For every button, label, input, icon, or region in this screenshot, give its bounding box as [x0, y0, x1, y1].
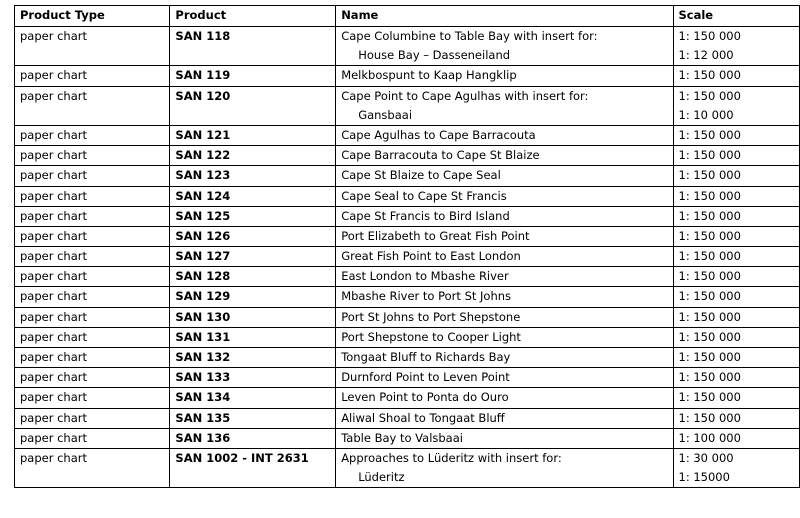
cell-scale [673, 448, 800, 487]
table-row [15, 368, 800, 388]
table-row [15, 66, 800, 86]
product-type-text: paper chart [20, 289, 88, 304]
product-type-text: paper chart [20, 450, 88, 465]
cell-name [336, 267, 673, 287]
cell-product-type [15, 166, 170, 186]
cell-product-type [15, 388, 170, 408]
product-type-text: paper chart [20, 309, 88, 324]
product-code-text: SAN 124 [175, 188, 231, 203]
cell-product-type [15, 146, 170, 166]
product-type-text: paper chart [20, 148, 88, 163]
product-code-text: SAN 125 [175, 208, 231, 223]
cell-product [170, 307, 336, 327]
scale-text: 1: 150 000 [678, 390, 741, 405]
product-type-text: paper chart [20, 430, 88, 445]
cell-product-type [15, 428, 170, 448]
chart-name-text: Great Fish Point to East London [341, 249, 521, 264]
cell-scale [673, 327, 800, 347]
insert-name-text: Lüderitz [358, 470, 405, 485]
scale-text: 1: 150 000 [678, 127, 741, 142]
table-row [15, 27, 800, 66]
product-type-text: paper chart [20, 249, 88, 264]
scale-text: 1: 150 000 [678, 168, 741, 183]
table-row [15, 428, 800, 448]
cell-scale [673, 368, 800, 388]
cell-product-type [15, 267, 170, 287]
cell-product [170, 86, 336, 125]
header-product-type: Product Type [15, 6, 170, 27]
cell-product-type [15, 206, 170, 226]
scale-text: 1: 30 000 [678, 450, 734, 465]
product-code-text: SAN 129 [175, 289, 231, 304]
product-type-text: paper chart [20, 29, 88, 43]
scale-text: 1: 150 000 [678, 68, 741, 83]
cell-product-type [15, 287, 170, 307]
cell-product-type [15, 27, 170, 66]
header-scale: Scale [673, 6, 800, 27]
cell-product [170, 327, 336, 347]
chart-name-text: Port St Johns to Port Shepstone [341, 309, 521, 324]
cell-scale [673, 206, 800, 226]
chart-name-text: Cape St Francis to Bird Island [341, 208, 510, 223]
table-row [15, 307, 800, 327]
product-code-text: SAN 127 [175, 249, 231, 264]
table-row [15, 448, 800, 487]
insert-scale-text: 1: 10 000 [678, 107, 734, 122]
chart-name-text: Durnford Point to Leven Point [341, 370, 510, 385]
cell-name [336, 27, 673, 66]
scale-text: 1: 150 000 [678, 88, 741, 103]
cell-name [336, 368, 673, 388]
table-row [15, 327, 800, 347]
cell-name [336, 146, 673, 166]
product-code-text: SAN 118 [175, 29, 231, 43]
product-code-text: SAN 136 [175, 430, 231, 445]
cell-scale [673, 267, 800, 287]
table-row [15, 247, 800, 267]
product-type-text: paper chart [20, 350, 88, 364]
scale-text: 1: 150 000 [678, 370, 741, 385]
cell-product [170, 226, 336, 246]
scale-text: 1: 100 000 [678, 430, 741, 445]
scale-text: 1: 150 000 [678, 249, 741, 264]
cell-product-type [15, 448, 170, 487]
cell-product [170, 27, 336, 66]
product-code-text: SAN 130 [175, 309, 231, 324]
scale-text: 1: 150 000 [678, 148, 741, 163]
table-row [15, 348, 800, 368]
chart-name-text: Port Shepstone to Cooper Light [341, 329, 521, 344]
cell-name [336, 66, 673, 86]
cell-name [336, 307, 673, 327]
table-row [15, 146, 800, 166]
insert-name-text: Gansbaai [358, 107, 413, 122]
cell-product-type [15, 307, 170, 327]
scale-text: 1: 150 000 [678, 329, 741, 344]
cell-product-type [15, 125, 170, 145]
cell-product [170, 66, 336, 86]
cell-product [170, 348, 336, 368]
chart-name-text: Aliwal Shoal to Tongaat Bluff [341, 410, 505, 425]
cell-name [336, 348, 673, 368]
cell-scale [673, 66, 800, 86]
cell-name [336, 448, 673, 487]
product-code-text: SAN 133 [175, 370, 231, 385]
table-row [15, 287, 800, 307]
table-row [15, 206, 800, 226]
cell-product-type [15, 348, 170, 368]
cell-name [336, 166, 673, 186]
chart-name-text: East London to Mbashe River [341, 269, 509, 284]
cell-product-type [15, 408, 170, 428]
cell-scale [673, 307, 800, 327]
product-code-text: SAN 123 [175, 168, 231, 183]
cell-scale [673, 247, 800, 267]
product-type-text: paper chart [20, 127, 88, 142]
scale-text: 1: 150 000 [678, 228, 741, 243]
cell-name [336, 408, 673, 428]
table-row [15, 186, 800, 206]
product-type-text: paper chart [20, 329, 88, 344]
cell-product-type [15, 368, 170, 388]
cell-product [170, 267, 336, 287]
product-type-text: paper chart [20, 228, 88, 243]
product-code-text: SAN 122 [175, 148, 231, 163]
product-code-text: SAN 134 [175, 390, 231, 405]
chart-name-text: Port Elizabeth to Great Fish Point [341, 228, 530, 243]
cell-scale [673, 166, 800, 186]
product-type-text: paper chart [20, 269, 88, 284]
cell-product-type [15, 186, 170, 206]
product-type-text: paper chart [20, 208, 88, 223]
cell-name [336, 86, 673, 125]
cell-product [170, 125, 336, 145]
product-code-text: SAN 132 [175, 350, 231, 364]
product-type-text: paper chart [20, 68, 88, 83]
cell-scale [673, 428, 800, 448]
table-row [15, 86, 800, 125]
cell-name [336, 287, 673, 307]
cell-product [170, 287, 336, 307]
product-type-text: paper chart [20, 410, 88, 425]
cell-product [170, 408, 336, 428]
product-code-text: SAN 128 [175, 269, 231, 284]
product-code-text: SAN 120 [175, 88, 231, 103]
chart-name-text: Cape St Blaize to Cape Seal [341, 168, 501, 183]
scale-text: 1: 150 000 [678, 188, 741, 203]
cell-product-type [15, 66, 170, 86]
product-code-text: SAN 121 [175, 127, 231, 142]
product-code-text: SAN 135 [175, 410, 231, 425]
table-row [15, 226, 800, 246]
cell-product [170, 206, 336, 226]
scale-text: 1: 150 000 [678, 208, 741, 223]
cell-product [170, 448, 336, 487]
chart-name-text: Cape Point to Cape Agulhas with insert for: [341, 88, 589, 103]
insert-scale-text: 1: 12 000 [678, 48, 734, 63]
product-type-text: paper chart [20, 168, 88, 183]
chart-name-text: Cape Agulhas to Cape Barracouta [341, 127, 536, 142]
cell-name [336, 125, 673, 145]
cell-name [336, 388, 673, 408]
cell-product [170, 166, 336, 186]
insert-scale-text: 1: 15000 [678, 470, 730, 485]
scale-text: 1: 150 000 [678, 269, 741, 284]
cell-name [336, 226, 673, 246]
cell-scale [673, 146, 800, 166]
chart-name-text: Cape Barracouta to Cape St Blaize [341, 148, 540, 163]
cell-scale [673, 408, 800, 428]
cell-scale [673, 125, 800, 145]
chart-name-text: Tongaat Bluff to Richards Bay [341, 350, 511, 364]
header-name: Name [336, 6, 673, 27]
header-product: Product [170, 6, 336, 27]
cell-product [170, 428, 336, 448]
product-type-text: paper chart [20, 390, 88, 405]
product-type-text: paper chart [20, 88, 88, 103]
chart-name-text: Cape Columbine to Table Bay with insert for: [341, 29, 598, 43]
cell-scale [673, 287, 800, 307]
scale-text: 1: 150 000 [678, 29, 741, 43]
cell-product-type [15, 327, 170, 347]
table-row [15, 267, 800, 287]
product-code-text: SAN 119 [175, 68, 231, 83]
cell-scale [673, 86, 800, 125]
cell-product [170, 368, 336, 388]
cell-name [336, 428, 673, 448]
cell-name [336, 247, 673, 267]
table-row [15, 408, 800, 428]
table-row [15, 125, 800, 145]
charts-table [14, 5, 800, 488]
scale-text: 1: 150 000 [678, 350, 741, 364]
cell-name [336, 327, 673, 347]
cell-scale [673, 388, 800, 408]
table-row [15, 166, 800, 186]
scale-text: 1: 150 000 [678, 309, 741, 324]
cell-product-type [15, 86, 170, 125]
chart-name-text: Table Bay to Valsbaai [341, 430, 463, 445]
cell-scale [673, 226, 800, 246]
cell-product [170, 186, 336, 206]
chart-name-text: Leven Point to Ponta do Ouro [341, 390, 509, 405]
chart-name-text: Cape Seal to Cape St Francis [341, 188, 507, 203]
insert-name-text: House Bay – Dasseneiland [358, 48, 511, 63]
cell-scale [673, 27, 800, 66]
product-code-text: SAN 131 [175, 329, 231, 344]
cell-product [170, 247, 336, 267]
chart-name-text: Melkbospunt to Kaap Hangklip [341, 68, 517, 83]
cell-product-type [15, 247, 170, 267]
table-row [15, 388, 800, 408]
cell-product [170, 146, 336, 166]
product-type-text: paper chart [20, 188, 88, 203]
header-row [15, 6, 800, 27]
scale-text: 1: 150 000 [678, 410, 741, 425]
cell-scale [673, 186, 800, 206]
product-code-text: SAN 126 [175, 228, 231, 243]
product-code-text: SAN 1002 - INT 2631 [175, 450, 309, 465]
cell-product-type [15, 226, 170, 246]
cell-name [336, 186, 673, 206]
scale-text: 1: 150 000 [678, 289, 741, 304]
chart-name-text: Approaches to Lüderitz with insert for: [341, 450, 562, 465]
chart-name-text: Mbashe River to Port St Johns [341, 289, 512, 304]
cell-scale [673, 348, 800, 368]
cell-name [336, 206, 673, 226]
product-type-text: paper chart [20, 370, 88, 385]
cell-product [170, 388, 336, 408]
